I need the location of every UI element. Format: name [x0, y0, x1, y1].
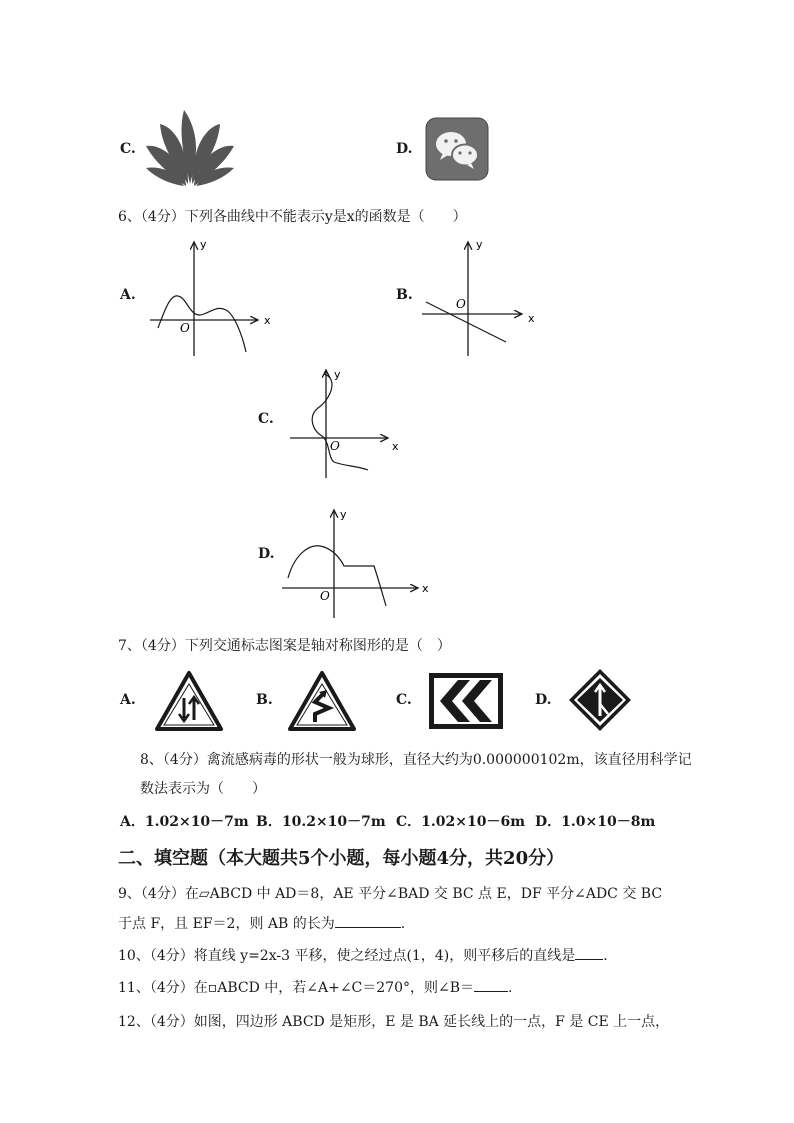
q6-graph-c-y-label: y [334, 368, 341, 381]
q7-option-c-label: C. [396, 692, 412, 708]
merge-diamond-sign-icon [568, 668, 632, 732]
q6-graph-d [280, 506, 430, 626]
q10-answer-blank[interactable] [575, 959, 603, 960]
q7-option-a-label: A. [120, 692, 136, 708]
q6-graph-a-origin-label: O [180, 321, 190, 335]
q8-option-a: A．1.02×10－7m [120, 814, 249, 830]
q11-end: . [508, 980, 513, 996]
q6-graph-d-x-label: x [422, 582, 429, 595]
q6-option-a-label: A. [120, 287, 136, 303]
q6-graph-a-x-label: x [264, 314, 271, 327]
q7-question: 7、（4分）下列交通标志图案是轴对称图形的是（ ） [118, 638, 451, 654]
q6-graph-b-x-label: x [528, 312, 535, 325]
q7-option-d-label: D. [535, 692, 552, 708]
q7-option-b-label: B. [256, 692, 273, 708]
q9-line2-end: . [400, 916, 406, 932]
q9-line1: 9、（4分）在▱ABCD 中 AD＝8，AE 平分∠BAD 交 BC 点 E，DF 平分∠ADC 交 BC [118, 886, 663, 902]
q6-graph-c-origin-label: O [330, 439, 340, 453]
q6-graph-a-y-label: y [200, 238, 207, 251]
q6-graph-c [288, 366, 418, 486]
q6-graph-d-origin-label: O [320, 589, 330, 603]
q9-line2 [118, 913, 405, 933]
q6-graph-a [150, 236, 280, 366]
q9-answer-blank[interactable] [335, 927, 401, 928]
q9-line2-text: 于点 F，且 EF＝2，则 AB 的长为 [118, 916, 335, 932]
q8-option-d: D．1.0×10－8m [535, 814, 656, 830]
two-way-traffic-sign-icon [154, 670, 224, 732]
q12-line: 12、（4分）如图，四边形 ABCD 是矩形，E 是 BA 延长线上的一点，F 是 CE 上一点， [118, 1014, 670, 1030]
q11-answer-blank[interactable] [474, 991, 508, 992]
q10-line [118, 945, 608, 965]
wechat-logo-icon [425, 117, 489, 181]
q6-graph-b [422, 236, 562, 366]
q6-option-b-label: B. [396, 287, 413, 303]
q5-option-d-label: D. [396, 141, 413, 157]
q8-option-b: B．10.2×10－7m [256, 814, 386, 830]
huawei-logo-icon [140, 108, 240, 188]
q6-option-c-label: C. [258, 411, 274, 427]
q6-question: 6、（4分）下列各曲线中不能表示y是x的函数是（ ） [118, 209, 467, 225]
q6-graph-b-origin-label: O [456, 297, 466, 311]
q8-question-line2: 数法表示为（ ） [140, 781, 266, 797]
q6-option-d-label: D. [258, 546, 275, 562]
section2-heading: 二、填空题（本大题共5个小题，每小题4分，共20分） [118, 848, 565, 869]
q6-graph-c-x-label: x [392, 440, 399, 453]
q11-text: 11、（4分）在▫ABCD 中，若∠A+∠C＝270°，则∠B＝ [118, 980, 475, 996]
q8-option-c: C．1.02×10－6m [396, 814, 526, 830]
reverse-curve-sign-icon [287, 670, 357, 732]
q6-graph-d-y-label: y [340, 508, 347, 521]
q10-end: . [603, 948, 608, 964]
q8-question-line1: 8、（4分）禽流感病毒的形状一般为球形，直径大约为0.000000102m，该直径用科学记 [140, 752, 692, 768]
q5-option-c-label: C. [120, 141, 136, 157]
q11-line [118, 977, 512, 997]
q6-graph-b-y-label: y [476, 238, 483, 251]
q10-text: 10、（4分）将直线 y=2x-3 平移，使之经过点(1，4)，则平移后的直线是 [118, 948, 576, 964]
chevron-left-sign-icon [428, 672, 504, 730]
